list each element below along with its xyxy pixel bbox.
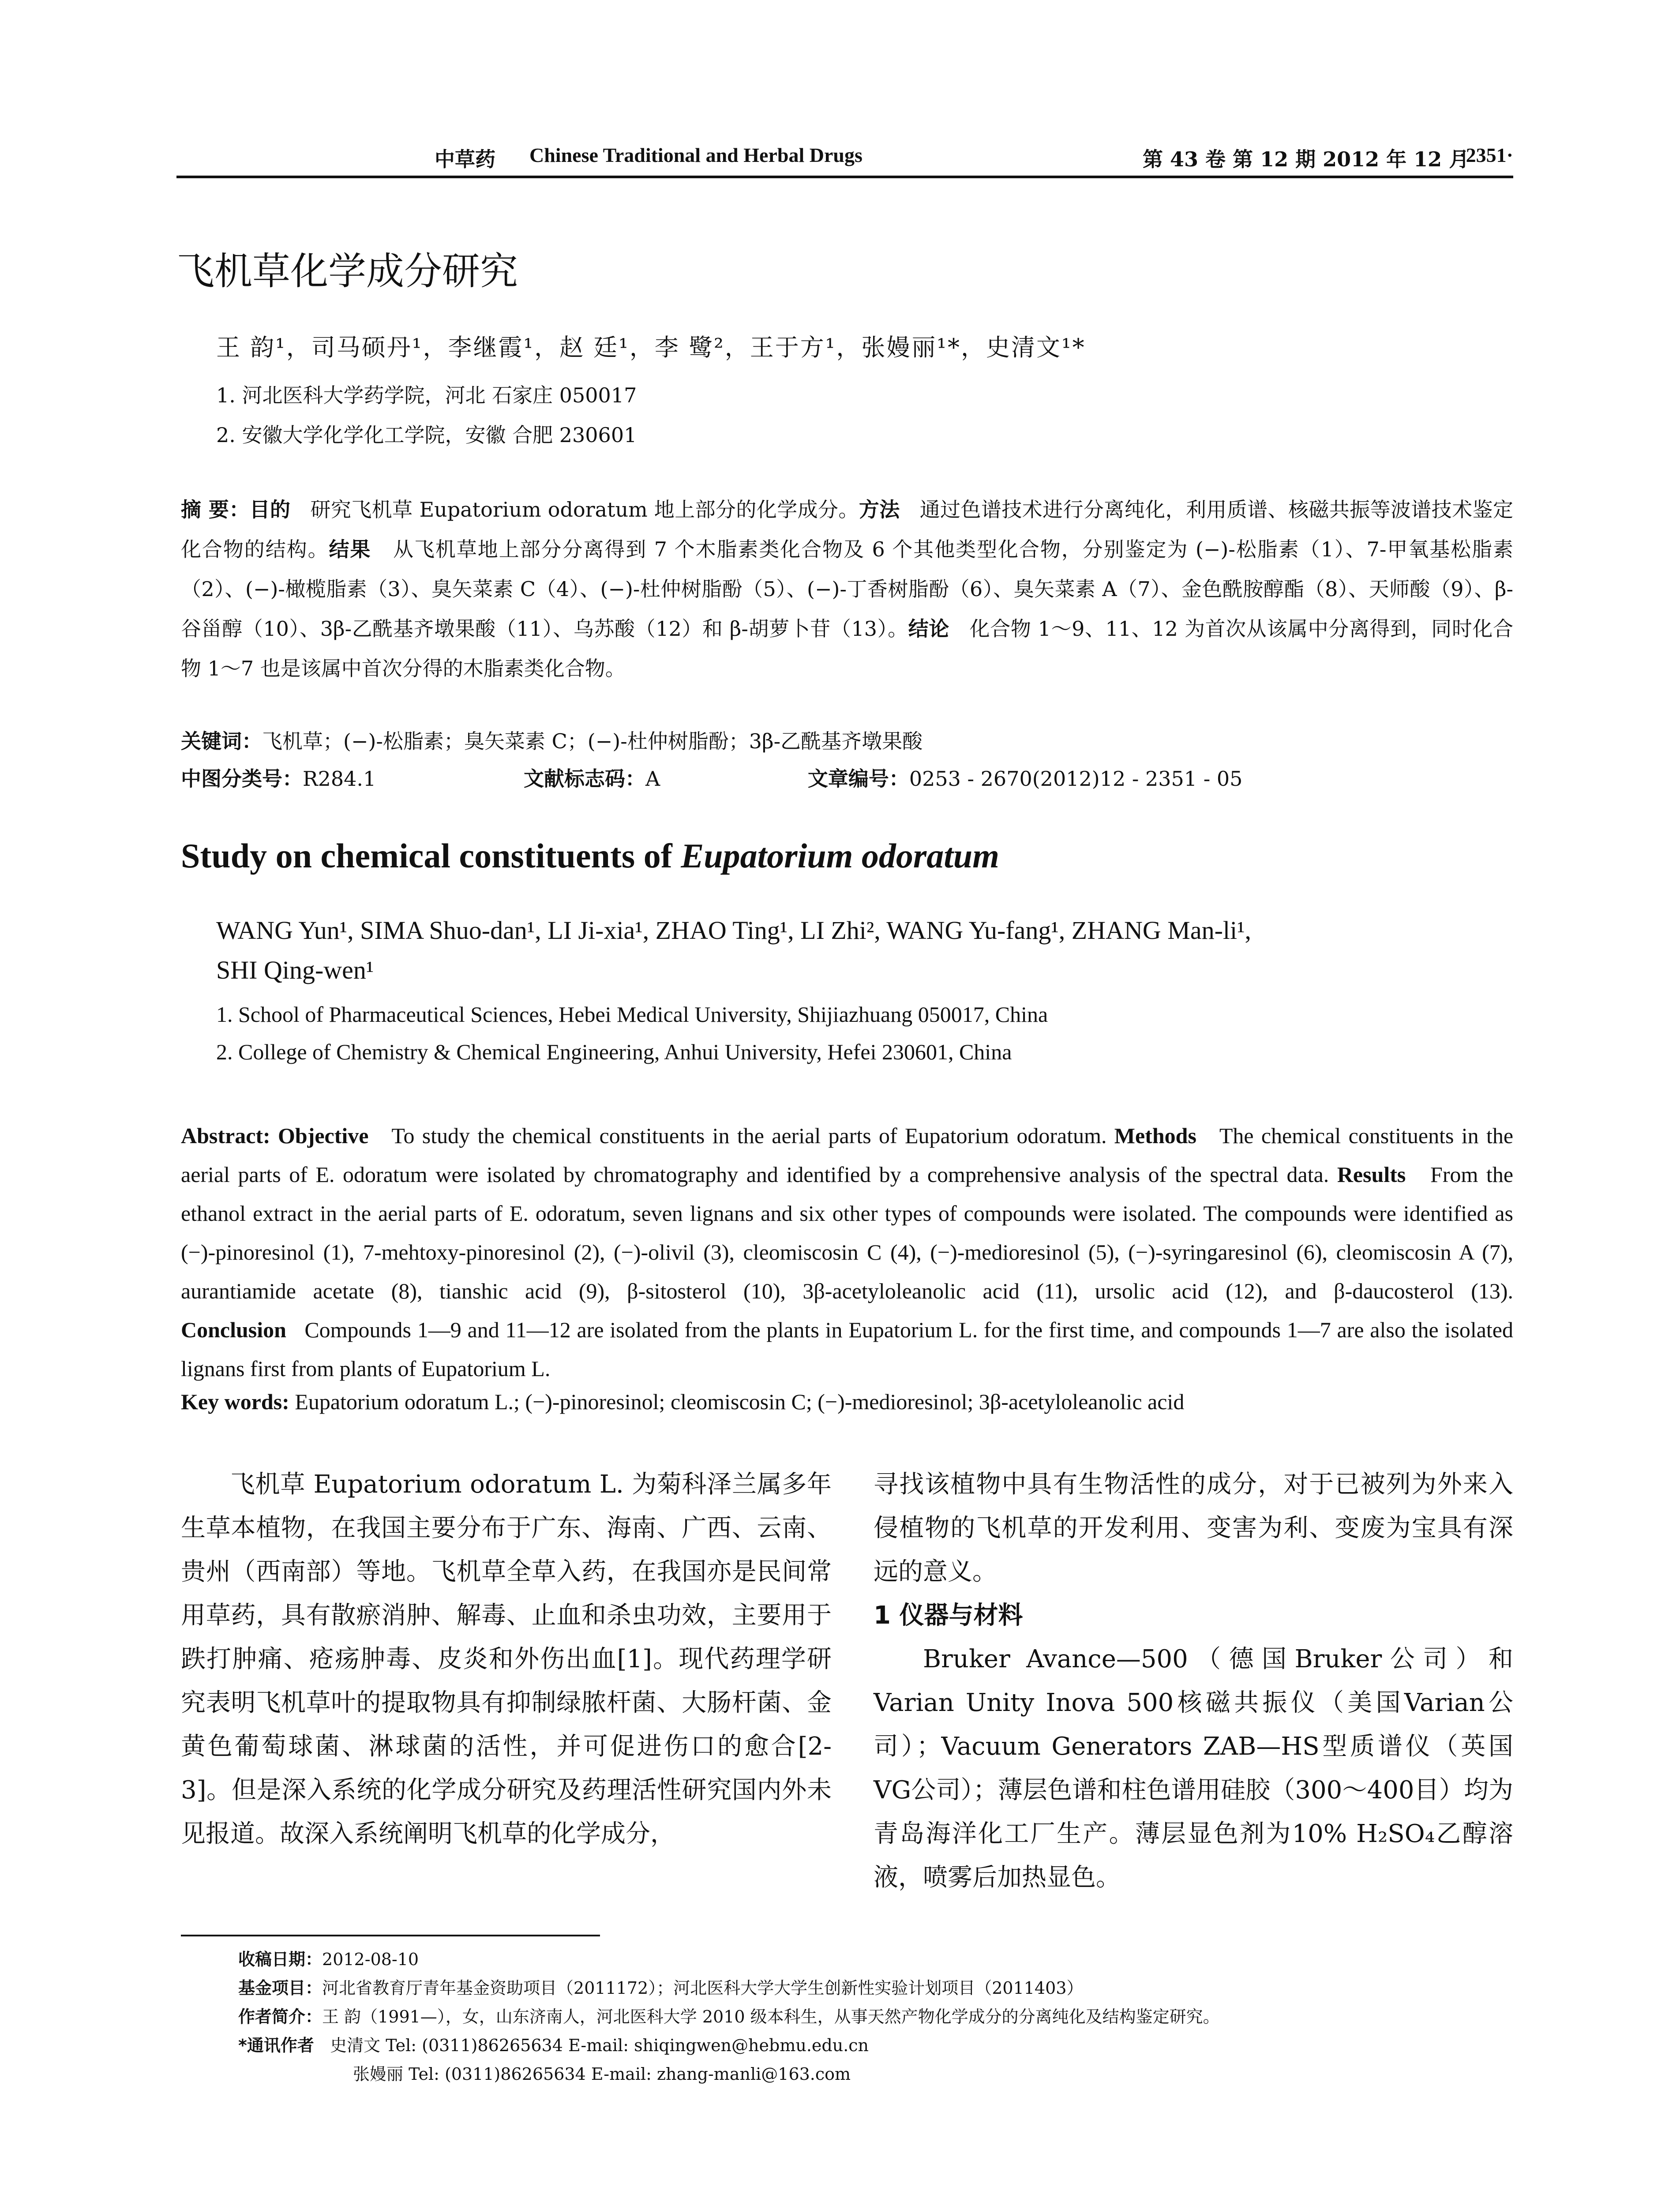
doc-code-value: A bbox=[645, 767, 660, 791]
footnote-rule bbox=[181, 1935, 600, 1936]
author-label: 作者简介： bbox=[238, 2007, 322, 2026]
article-no-value: 0253 - 2670(2012)12 - 2351 - 05 bbox=[909, 767, 1243, 791]
en-affiliation-2: 2. College of Chemistry & Chemical Engineering, Anhui University, Hefei 230601, China bbox=[216, 1039, 1012, 1064]
corresponding-label: *通讯作者 bbox=[238, 2036, 314, 2055]
cn-authors: 王 韵¹，司马硕丹¹，李继霞¹，赵 廷¹，李 鹭²，王于方¹，张嫚丽¹*，史清文¹* bbox=[216, 334, 1086, 361]
cn-keywords-label: 关键词： bbox=[181, 729, 262, 753]
en-methods-text: The chemical constituents in the aerial parts of E. odoratum were isolated by chromatography and identified by a comprehensive analysis of the spectral data. bbox=[181, 1123, 1514, 1187]
header-rule bbox=[176, 176, 1513, 178]
cn-abstract-label: 摘 要： bbox=[181, 498, 250, 521]
footnote-fund bbox=[238, 1974, 1084, 1999]
running-header bbox=[176, 143, 1513, 174]
cn-results-label: 结果 bbox=[329, 537, 371, 561]
en-title bbox=[181, 836, 999, 876]
fund-text: 河北省教育厅青年基金资助项目（2011172）；河北医科大学大学生创新性实验计划项目（2011403） bbox=[322, 1978, 1084, 1998]
cn-title: 飞机草化学成分研究 bbox=[176, 249, 518, 293]
doc-code-label: 文献标志码： bbox=[523, 767, 645, 791]
fund-label: 基金项目： bbox=[238, 1978, 322, 1998]
cn-methods-text: 通过色谱技术进行分离纯化，利用质谱、核磁共振等波谱技术鉴定化合物的结构。 bbox=[181, 498, 1514, 561]
en-keywords-text: Eupatorium odoratum L.; (−)-pinoresinol; cleomiscosin C; (−)-medioresinol; 3β-acetyloleanolic acid bbox=[295, 1389, 1185, 1414]
cn-abstract bbox=[181, 490, 1513, 688]
en-conclusion-text: Compounds 1—9 and 11—12 are isolated from the plants in Eupatorium L. for the first time, and compounds 1—7 are also the isolated lignans first from plants of Eupatorium L. bbox=[181, 1317, 1513, 1381]
cn-conclusion-label: 结论 bbox=[908, 617, 949, 641]
en-authors-line-2: SHI Qing-wen¹ bbox=[216, 956, 374, 984]
cn-affiliation-2: 2. 安徽大学化学化工学院，安徽 合肥 230601 bbox=[216, 423, 637, 447]
cn-affiliation-1: 1. 河北医科大学药学院，河北 石家庄 050017 bbox=[216, 383, 637, 407]
section-1-heading: 1 仪器与材料 bbox=[874, 1601, 1023, 1630]
en-objective-text: To study the chemical constituents in the aerial parts of Eupatorium odoratum. bbox=[391, 1123, 1107, 1148]
en-affiliation-1: 1. School of Pharmaceutical Sciences, Hebei Medical University, Shijiazhuang 050017, China bbox=[216, 1002, 1048, 1027]
author-text: 王 韵（1991—），女，山东济南人，河北医科大学 2010 级本科生，从事天然产物化学成分的分离纯化及结构鉴定研究。 bbox=[322, 2007, 1220, 2026]
en-abstract bbox=[181, 1116, 1513, 1388]
volume-issue: 第 43 卷 第 12 期 2012 年 12 月 bbox=[1143, 147, 1470, 171]
en-keywords bbox=[181, 1389, 1513, 1414]
corresponding-1-text: 史清文 Tel: (0311)86265634 E-mail: shiqingwen@hebmu.edu.cn bbox=[330, 2036, 869, 2055]
cn-keywords-text: 飞机草；(−)-松脂素；臭矢菜素 C；(−)-杜仲树脂酚；3β-乙酰基齐墩果酸 bbox=[262, 729, 923, 753]
en-title-prefix: Study on chemical constituents of bbox=[181, 837, 681, 875]
footnote-received bbox=[238, 1946, 419, 1970]
clc-value: R284.1 bbox=[303, 767, 376, 791]
page-number: ·2351· bbox=[1459, 144, 1513, 166]
received-date: 2012-08-10 bbox=[322, 1950, 419, 1969]
clc-label: 中图分类号： bbox=[181, 767, 303, 791]
en-results-text: From the ethanol extract in the aerial parts of E. odoratum, seven lignans and six other types of compounds were isolated. The compounds were identified as (−)-pinoresinol (1), 7-mehtoxy-pinoresinol (2), (−)-olivil (3), cleomiscosin C (4), (−)-medioresinol (5), (−)-syringaresinol (6), cleomiscosin A (7), aurantiamide acetate (8), tianshic acid (9), β-sitosterol (10), 3β-acetyloleanolic acid (11), ursolic acid (12), and β-daucosterol (13). bbox=[181, 1162, 1514, 1303]
body-column-left bbox=[181, 1463, 832, 1856]
cn-objective-text: 研究飞机草 Eupatorium odoratum 地上部分的化学成分。 bbox=[310, 498, 859, 521]
en-results-label: Results bbox=[1337, 1162, 1406, 1187]
cn-methods-label: 方法 bbox=[859, 498, 900, 521]
intro-paragraph-continued: 寻找该植物中具有生物活性的成分，对于已被列为外来入侵植物的飞机草的开发利用、变害为利、变废为宝具有深远的意义。 bbox=[874, 1470, 1513, 1586]
en-conclusion-label: Conclusion bbox=[181, 1317, 286, 1342]
received-label: 收稿日期： bbox=[238, 1950, 322, 1969]
instruments-paragraph: Bruker Avance—500（德国Bruker公司）和Varian Unity Inova 500核磁共振仪（美国Varian公司）；Vacuum Generators ZAB—HS型质谱仪（英国VG公司）；薄层色谱和柱色谱用硅胶（300～400目）均为青岛海洋化工厂生产。薄层显色剂为10% H₂SO₄乙醇溶液，喷雾后加热显色。 bbox=[874, 1645, 1513, 1892]
cn-keywords bbox=[181, 721, 1513, 761]
en-methods-label: Methods bbox=[1114, 1123, 1196, 1148]
cn-conclusion-text: 化合物 1～9、11、12 为首次从该属中分离得到，同时化合物 1～7 也是该属中首次分得的木脂素类化合物。 bbox=[181, 617, 1514, 680]
footnote-corresponding-2: 张嫚丽 Tel: (0311)86265634 E-mail: zhang-manli@163.com bbox=[353, 2064, 851, 2084]
cn-results-text: 从飞机草地上部分分离得到 7 个木脂素类化合物及 6 个其他类型化合物，分别鉴定为 (−)-松脂素（1）、7-甲氧基松脂素（2）、(−)-橄榄脂素（3）、臭矢菜素 C（4）、(−)-杜仲树脂酚（5）、(−)-丁香树脂酚（6）、臭矢菜素 A（7）、金色酰胺醇酯（8）、天师酸（9）、β-谷甾醇（10）、3β-乙酰基齐墩果酸（11）、乌苏酸（12）和 β-胡萝卜苷（13）。 bbox=[181, 537, 1514, 641]
body-column-right bbox=[874, 1463, 1513, 1899]
en-keywords-label: Key words: bbox=[181, 1389, 289, 1414]
cn-classification bbox=[181, 759, 1513, 799]
journal-title: Chinese Traditional and Herbal Drugs bbox=[529, 144, 862, 166]
en-authors-line-1: WANG Yun¹, SIMA Shuo-dan¹, LI Ji-xia¹, ZHAO Ting¹, LI Zhi², WANG Yu-fang¹, ZHANG Man-li¹, bbox=[216, 916, 1251, 945]
footnote-corresponding-1 bbox=[238, 2032, 869, 2056]
en-title-species: Eupatorium odoratum bbox=[681, 837, 999, 875]
journal-logo: 中草药 bbox=[435, 147, 495, 171]
en-abstract-label: Abstract: Objective bbox=[181, 1123, 369, 1148]
cn-objective-label: 目的 bbox=[249, 498, 291, 521]
footnote-author bbox=[238, 2003, 1220, 2027]
intro-paragraph: 飞机草 Eupatorium odoratum L. 为菊科泽兰属多年生草本植物，在我国主要分布于广东、海南、广西、云南、贵州（西南部）等地。飞机草全草入药，在我国亦是民间常用草药，具有散瘀消肿、解毒、止血和杀虫功效，主要用于跌打肿痛、疮疡肿毒、皮炎和外伤出血[1]。现代药理学研究表明飞机草叶的提取物具有抑制绿脓杆菌、大肠杆菌、金黄色葡萄球菌、淋球菌的活性，并可促进伤口的愈合[2-3]。但是深入系统的化学成分研究及药理活性研究国内外未见报道。故深入系统阐明飞机草的化学成分， bbox=[181, 1470, 832, 1848]
article-no-label: 文章编号： bbox=[807, 767, 909, 791]
